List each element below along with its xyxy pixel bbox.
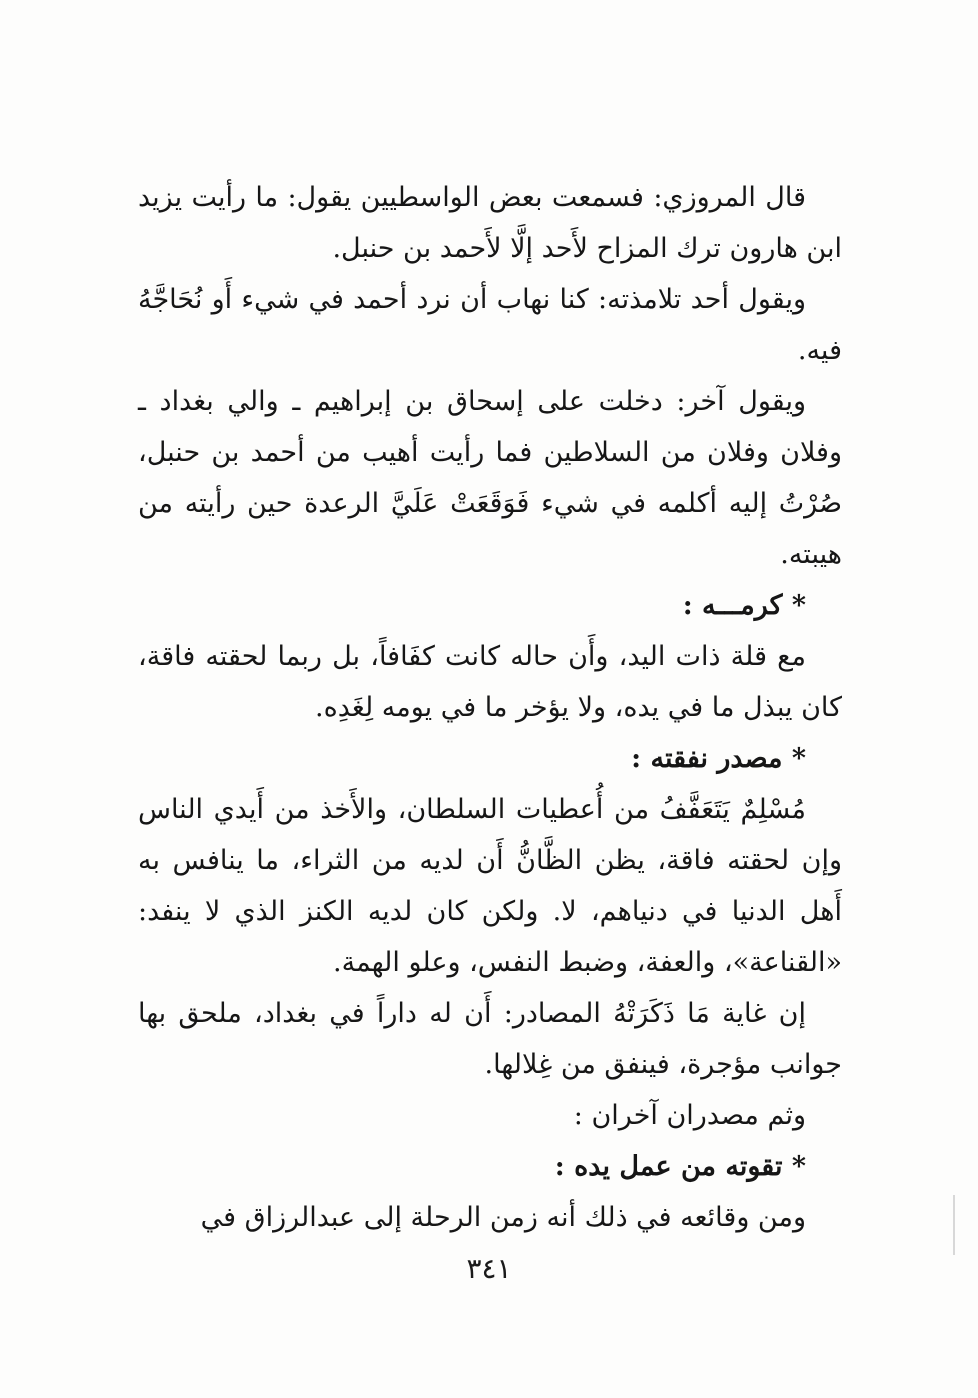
section-heading-generosity: * كرمـــه : xyxy=(682,590,806,621)
section-heading-handwork: * تقوته من عمل يده : xyxy=(554,1151,806,1182)
paragraph-house-in-baghdad: إن غاية مَا ذَكَرَتْهُ المصادر: أَن له داراً في بغداد، ملحق بها جوانب مؤجرة، فينفق من غِلالها. xyxy=(138,998,842,1080)
paragraph-baghdad-governor: ويقول آخر: دخلت على إسحاق بن إبراهيم ـ والي بغداد ـ وفلان وفلان من السلاطين فما رأيت أهيب من أحمد بن حنبل، صُرْتُ إليه أكلمه في شيء فَوَقَعَتْ عَلَيَّ الرعدة حين رأيته من هيبته. xyxy=(138,386,842,570)
scan-edge-mark xyxy=(953,1195,955,1255)
paragraph-two-other-sources: وثم مصدران آخران : xyxy=(573,1100,806,1131)
main-text xyxy=(138,172,842,1243)
paragraph-marwazi-quote: قال المروزي: فسمعت بعض الواسطيين يقول: ما رأيت يزيد ابن هارون ترك المزاح لأَحد إلَّا لأَحمد بن حنبل. xyxy=(138,182,842,264)
paragraph-contentment: مُسْلِمٌ يَتَعَفَّفُ من أُعطيات السلطان، والأَخذ من أَيدي الناس وإن لحقته فاقة، يظن الظَّانُّ أَن لديه من الثراء، ما ينافس به أَهل الدنيا في دنياهم، لا. ولكن كان لديه الكنز الذي لا ينفد: «القناعة»، والعفة، وضبط النفس، وعلو الهمة. xyxy=(138,794,842,978)
paragraph-generosity: مع قلة ذات اليد، وأَن حاله كانت كفَافاً، بل ربما لحقته فاقة، كان يبذل ما في يده، ولا يؤخر ما في يومه لِغَدِه. xyxy=(138,641,842,723)
paragraph-student-quote: ويقول أحد تلامذته: كنا نهاب أن نرد أحمد في شيء أَو نُحَاجَّهُ فيه. xyxy=(138,284,842,366)
page-number: ٣٤١ xyxy=(466,1252,512,1285)
section-heading-income-source: * مصدر نفقته : xyxy=(631,743,806,774)
paragraph-journey: ومن وقائعه في ذلك أنه زمن الرحلة إلى عبدالرزاق في xyxy=(200,1202,806,1233)
